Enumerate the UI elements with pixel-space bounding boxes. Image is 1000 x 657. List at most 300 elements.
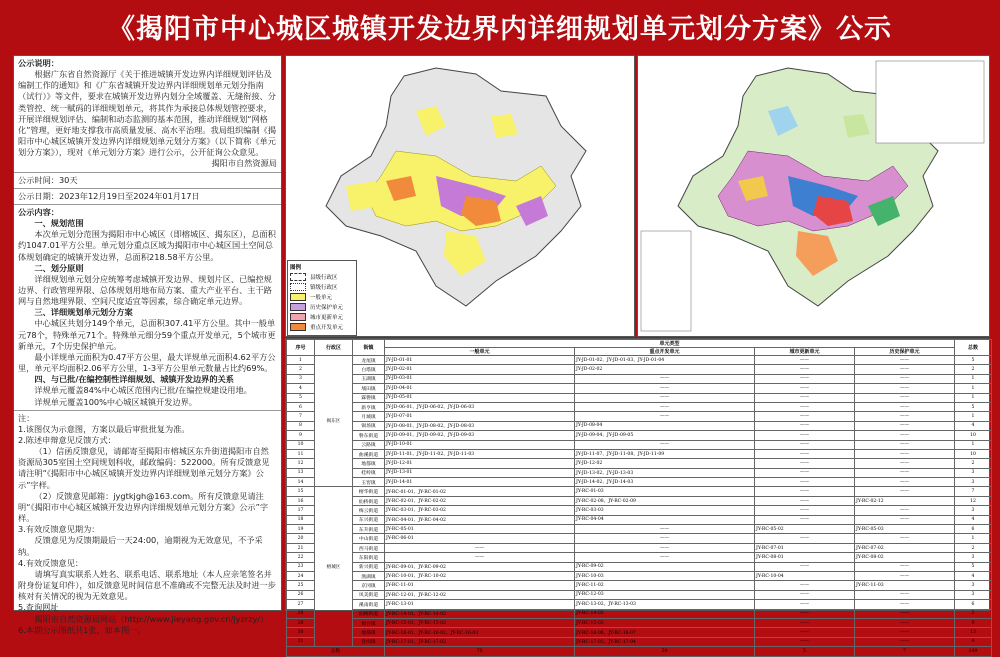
cell-key: JY-JD-12-02 bbox=[575, 459, 755, 468]
cell-ren: —— bbox=[755, 440, 855, 449]
cell-street: 东兴街道 bbox=[353, 515, 385, 524]
legend-item bbox=[290, 313, 354, 321]
cell-gen: JY-RC-15-01、JY-RC-15-02 bbox=[385, 618, 575, 627]
cell-his: —— bbox=[855, 590, 955, 599]
cell-total: 1 bbox=[955, 440, 992, 449]
cell-total-label: 总数 bbox=[287, 647, 385, 656]
cell-key: —— bbox=[575, 534, 755, 543]
cell-total: 7 bbox=[955, 487, 992, 496]
cell-his: —— bbox=[855, 534, 955, 543]
section-3-title: 三、详细规划单元划分方案 bbox=[34, 307, 133, 318]
header-historic: 历史保护单元 bbox=[855, 348, 955, 356]
page-title: 《揭阳市中心城区城镇开发边界内详细规划单元划分方案》公示 bbox=[108, 13, 892, 45]
legend-item bbox=[290, 273, 354, 281]
cell-street: 京冈镇 bbox=[353, 581, 385, 590]
cell-his: —— bbox=[855, 421, 955, 430]
table-row bbox=[287, 562, 992, 571]
cell-key: —— bbox=[575, 393, 755, 402]
table-row bbox=[287, 449, 992, 458]
cell-street: 玉湖镇 bbox=[353, 374, 385, 383]
cell-total: 1 bbox=[955, 412, 992, 421]
cell-total: 10 bbox=[955, 431, 992, 440]
note-3a: 反馈意见为反馈期最后一天24:00，逾期视为无效意见，不予采纳。 bbox=[18, 535, 263, 557]
legend-item bbox=[290, 283, 354, 291]
table-row bbox=[287, 421, 992, 430]
cell-street: 霖磐镇 bbox=[353, 393, 385, 402]
cell-street: 玉窖镇 bbox=[353, 478, 385, 487]
header-district: 行政区 bbox=[315, 340, 353, 356]
table-row bbox=[287, 609, 992, 618]
cell-gen: JY-RC-12-01、JY-RC-12-02 bbox=[385, 590, 575, 599]
section-3-body-1: 中心城区共划分149个单元，总面积307.41平方公里。其中一般单元78个，特殊单元71个。特殊单元细分59个重点开发单元，5个城市更新单元，7个历史保护单元。 bbox=[18, 318, 276, 351]
cell-district: 揭东区 bbox=[315, 356, 353, 487]
cell-total: 3 bbox=[955, 506, 992, 515]
cell-street: 凤美街道 bbox=[353, 590, 385, 599]
cell-gen: JY-JD-14-01 bbox=[385, 478, 575, 487]
cell-no: 13 bbox=[287, 468, 315, 477]
unit-table-panel bbox=[285, 338, 990, 655]
notice-panel bbox=[13, 55, 282, 635]
table-row bbox=[287, 543, 992, 552]
divider bbox=[14, 410, 281, 411]
legend-swatch bbox=[290, 323, 306, 331]
cell-no: 26 bbox=[287, 590, 315, 599]
cell-key: JY-RC-01-03 bbox=[575, 487, 755, 496]
cell-total: 2 bbox=[955, 543, 992, 552]
unit-table bbox=[286, 339, 992, 657]
cell-total: 9 bbox=[955, 618, 992, 627]
cell-key: JY-RC-17-03、JY-RC-17-04 bbox=[575, 637, 755, 646]
map-legend bbox=[287, 260, 357, 336]
cell-ren: —— bbox=[755, 590, 855, 599]
cell-no: 3 bbox=[287, 374, 315, 383]
cell-ren: —— bbox=[755, 402, 855, 411]
cell-ren: —— bbox=[755, 468, 855, 477]
cell-no: 14 bbox=[287, 478, 315, 487]
cell-his: —— bbox=[855, 600, 955, 609]
cell-his: —— bbox=[855, 468, 955, 477]
cell-gen: —— bbox=[385, 553, 575, 562]
cell-total-his: 7 bbox=[855, 647, 955, 656]
cell-street: 渔湖镇 bbox=[353, 571, 385, 580]
notice-signature: 揭阳市自然资源局 bbox=[211, 158, 277, 169]
cell-his: —— bbox=[855, 393, 955, 402]
note-4: 4.有效反馈意见： bbox=[18, 557, 84, 568]
cell-total: 2 bbox=[955, 609, 992, 618]
cell-no: 18 bbox=[287, 515, 315, 524]
cell-no: 4 bbox=[287, 384, 315, 393]
unit-code-map-graphic bbox=[638, 56, 991, 338]
title-banner bbox=[0, 0, 1000, 52]
cell-gen: JY-JD-01-01 bbox=[385, 356, 575, 365]
legend-label: 重点开发单元 bbox=[310, 325, 344, 331]
header-street: 街镇 bbox=[353, 340, 385, 356]
cell-no: 5 bbox=[287, 393, 315, 402]
cell-gen: JY-RC-05-01 bbox=[385, 525, 575, 534]
table-body bbox=[287, 356, 992, 657]
cell-ren: —— bbox=[755, 356, 855, 365]
cell-street: 白塔镇 bbox=[353, 365, 385, 374]
cell-street: 埔田镇 bbox=[353, 384, 385, 393]
cell-key: —— bbox=[575, 402, 755, 411]
table-row bbox=[287, 600, 992, 609]
cell-ren: —— bbox=[755, 618, 855, 627]
cell-ren: JY-RC-10-04 bbox=[755, 571, 855, 580]
legend-label: 镇级行政区 bbox=[310, 285, 338, 291]
cell-key: JY-RC-04-04 bbox=[575, 515, 755, 524]
cell-key: JY-RC-09-02 bbox=[575, 562, 755, 571]
note-5: 5.查询网址 bbox=[18, 602, 59, 613]
cell-ren: —— bbox=[755, 600, 855, 609]
cell-key: JY-RC-11-02 bbox=[575, 581, 755, 590]
cell-street: 梅云街道 bbox=[353, 506, 385, 515]
cell-street: 仙桥街道 bbox=[353, 496, 385, 505]
cell-total: 1 bbox=[955, 534, 992, 543]
cell-street: 磐东街道 bbox=[353, 431, 385, 440]
legend-label: 县级行政区 bbox=[310, 275, 338, 281]
cell-his: —— bbox=[855, 384, 955, 393]
table-row bbox=[287, 618, 992, 627]
cell-gen: JY-JD-09-01、JY-JD-09-02、JY-JD-09-03 bbox=[385, 431, 575, 440]
cell-street: 龙尾镇 bbox=[353, 356, 385, 365]
cell-street: 锡场镇 bbox=[353, 421, 385, 430]
cell-total: 4 bbox=[955, 515, 992, 524]
cell-key: JY-RC-15-03 bbox=[575, 618, 755, 627]
cell-no: 7 bbox=[287, 412, 315, 421]
cell-key: JY-JD-14-02、JY-JD-14-03 bbox=[575, 478, 755, 487]
cell-ren: —— bbox=[755, 384, 855, 393]
legend-label: 历史保护单元 bbox=[310, 305, 344, 311]
section-1-title: 一、规划范围 bbox=[34, 218, 84, 229]
notes-heading: 注： bbox=[18, 412, 35, 423]
cell-total: 2 bbox=[955, 459, 992, 468]
cell-key: —— bbox=[575, 374, 755, 383]
legend-item bbox=[290, 293, 354, 301]
cell-street: 曲溪街道 bbox=[353, 449, 385, 458]
cell-street: 地都镇 bbox=[353, 628, 385, 637]
header-renewal: 城市更新单元 bbox=[755, 348, 855, 356]
cell-no: 23 bbox=[287, 562, 315, 571]
header-general: 一般单元 bbox=[385, 348, 575, 356]
cell-his: —— bbox=[855, 365, 955, 374]
cell-key: JY-RC-16-06、JY-RC-16-07 bbox=[575, 628, 755, 637]
cell-total: 6 bbox=[955, 525, 992, 534]
cell-key: —— bbox=[575, 440, 755, 449]
cell-ren: —— bbox=[755, 581, 855, 590]
legend-item bbox=[290, 323, 354, 331]
cell-gen: —— bbox=[385, 543, 575, 552]
legend-swatch bbox=[290, 303, 306, 311]
cell-total: 12 bbox=[955, 496, 992, 505]
note-2: 2.陈述申辩意见反馈方式： bbox=[18, 435, 116, 445]
legend-title: 图例 bbox=[290, 265, 302, 271]
divider bbox=[14, 172, 281, 173]
legend-label: 一般单元 bbox=[310, 295, 333, 301]
cell-street: 西马街道 bbox=[353, 543, 385, 552]
cell-total: 3 bbox=[955, 468, 992, 477]
cell-gen: JY-JD-03-01 bbox=[385, 374, 575, 383]
table-row bbox=[287, 525, 992, 534]
table-row bbox=[287, 402, 992, 411]
cell-street: 东升街道 bbox=[353, 525, 385, 534]
cell-no: 20 bbox=[287, 534, 315, 543]
cell-his: —— bbox=[855, 609, 955, 618]
cell-key: JY-RC-13-02、JY-RC-13-03 bbox=[575, 600, 755, 609]
cell-gen: JY-JD-08-01、JY-JD-08-02、JY-JD-08-03 bbox=[385, 421, 575, 430]
legend-swatch bbox=[290, 283, 306, 291]
cell-gen: JY-RC-14-01、JY-RC-14-02 bbox=[385, 609, 575, 618]
section-4-title: 四、与已批/在编控制性详细规划、城镇开发边界的关系 bbox=[34, 374, 234, 385]
table-row bbox=[287, 431, 992, 440]
table-subheader-row bbox=[287, 348, 992, 356]
cell-his: —— bbox=[855, 356, 955, 365]
table-row bbox=[287, 487, 992, 496]
cell-no: 6 bbox=[287, 402, 315, 411]
cell-ren: —— bbox=[755, 393, 855, 402]
cell-street: 云路镇 bbox=[353, 440, 385, 449]
legend-swatch bbox=[290, 273, 306, 281]
table-row bbox=[287, 356, 992, 365]
cell-total: 2 bbox=[955, 365, 992, 374]
cell-ren: —— bbox=[755, 515, 855, 524]
table-row bbox=[287, 365, 992, 374]
cell-no: 21 bbox=[287, 543, 315, 552]
table-row bbox=[287, 571, 992, 580]
cell-ren: —— bbox=[755, 412, 855, 421]
cell-ren: —— bbox=[755, 478, 855, 487]
cell-ren: —— bbox=[755, 628, 855, 637]
note-5a: 揭阳市自然资源局网站（http://www.jieyang.gov.cn/jyzrzy/） bbox=[34, 613, 269, 624]
section-1-body: 本次单元划分范围为揭阳市中心城区（即榕城区、揭东区），总面积约1047.01平方公里。单元划分重点区域为揭阳市中心城区国土空间总体规划确定的城镇开发边界，总面积218.58平方公里。 bbox=[18, 229, 276, 262]
cell-key: JY-JD-13-02、JY-JD-13-03 bbox=[575, 468, 755, 477]
cell-ren: —— bbox=[755, 421, 855, 430]
header-total: 总数 bbox=[955, 340, 992, 356]
section-2-title: 二、划分原则 bbox=[34, 262, 84, 273]
cell-his: —— bbox=[855, 440, 955, 449]
cell-his: —— bbox=[855, 449, 955, 458]
cell-gen: JY-RC-13-01 bbox=[385, 600, 575, 609]
cell-ren: —— bbox=[755, 365, 855, 374]
cell-gen: JY-RC-11-01 bbox=[385, 581, 575, 590]
table-row bbox=[287, 534, 992, 543]
cell-street: 新亨镇 bbox=[353, 402, 385, 411]
cell-his: —— bbox=[855, 637, 955, 646]
cell-gen: JY-RC-02-01、JY-RC-02-02 bbox=[385, 496, 575, 505]
table-row bbox=[287, 468, 992, 477]
legend-item bbox=[290, 303, 354, 311]
cell-key: JY-JD-08-04 bbox=[575, 421, 755, 430]
cell-his: —— bbox=[855, 515, 955, 524]
cell-no: 1 bbox=[287, 356, 315, 365]
cell-his: JY-RC-05-03 bbox=[855, 525, 955, 534]
table-row bbox=[287, 440, 992, 449]
table-row bbox=[287, 496, 992, 505]
cell-gen: JY-RC-16-01、JY-RC-16-02、JY-RC-16-03 bbox=[385, 628, 575, 637]
cell-gen: JY-JD-12-01 bbox=[385, 459, 575, 468]
cell-key: JY-RC-12-03 bbox=[575, 590, 755, 599]
cell-gen: JY-RC-01-01、JY-RC-01-02 bbox=[385, 487, 575, 496]
cell-no: 19 bbox=[287, 525, 315, 534]
legend-label: 城市更新单元 bbox=[310, 315, 344, 321]
cell-street: 月城镇 bbox=[353, 412, 385, 421]
note-4a: 请填写真实联系人姓名、联系电话、联系地址（本人应亲笔签名并附身份证复印件），如反馈意见时间信息不准确或不完整无法及时进一步核对有关情况的视为无效意见。 bbox=[18, 568, 276, 602]
cell-no: 15 bbox=[287, 487, 315, 496]
cell-gen: JY-JD-05-01 bbox=[385, 393, 575, 402]
cell-street: 桂岭镇 bbox=[353, 468, 385, 477]
cell-street: 仙梅街道 bbox=[353, 609, 385, 618]
section-4-body-1: 详规单元覆盖84%中心城区范围内已批/在编控规建设用地。 bbox=[34, 385, 252, 396]
cell-his: —— bbox=[855, 478, 955, 487]
cell-his: —— bbox=[855, 506, 955, 515]
note-6: 6.本期公示图纸共1张，如本图一。 bbox=[18, 624, 146, 635]
cell-no: 27 bbox=[287, 600, 315, 609]
table-header-row bbox=[287, 340, 992, 348]
cell-street: 榕华街道 bbox=[353, 487, 385, 496]
cell-his: —— bbox=[855, 562, 955, 571]
cell-key: —— bbox=[575, 384, 755, 393]
cell-key: JY-RC-10-03 bbox=[575, 571, 755, 580]
cell-ren: JY-RC-07-01 bbox=[755, 543, 855, 552]
cell-gen: JY-JD-11-01、JY-JD-11-02、JY-JD-11-03 bbox=[385, 449, 575, 458]
cell-his: —— bbox=[855, 402, 955, 411]
cell-total: 13 bbox=[955, 628, 992, 637]
cell-gen: JY-JD-07-01 bbox=[385, 412, 575, 421]
table-row bbox=[287, 506, 992, 515]
cell-his: —— bbox=[855, 459, 955, 468]
cell-total: 10 bbox=[955, 449, 992, 458]
cell-gen: JY-JD-10-01 bbox=[385, 440, 575, 449]
cell-street: 登岗镇 bbox=[353, 637, 385, 646]
table-row bbox=[287, 515, 992, 524]
cell-ren: —— bbox=[755, 449, 855, 458]
section-3-body-2: 最小详规单元面积为0.47平方公里，最大详规单元面积4.62平方公里，单元平均面积2.06平方公里，1-3平方公里单元数量占比约69%。 bbox=[18, 351, 276, 374]
cell-his: —— bbox=[855, 374, 955, 383]
cell-ren: —— bbox=[755, 534, 855, 543]
cell-street: 炮台镇 bbox=[353, 618, 385, 627]
legend-swatch bbox=[290, 293, 306, 301]
table-row bbox=[287, 384, 992, 393]
cell-gen: JY-JD-02-01 bbox=[385, 365, 575, 374]
cell-ren: —— bbox=[755, 431, 855, 440]
cell-total: 3 bbox=[955, 553, 992, 562]
cell-ren: —— bbox=[755, 374, 855, 383]
cell-street: 东阳街道 bbox=[353, 553, 385, 562]
cell-no: 30 bbox=[287, 628, 315, 637]
cell-ren: —— bbox=[755, 459, 855, 468]
cell-key: —— bbox=[575, 412, 755, 421]
cell-his: —— bbox=[855, 412, 955, 421]
table-total-row bbox=[287, 647, 992, 656]
table-row bbox=[287, 459, 992, 468]
cell-total-gen: 78 bbox=[385, 647, 575, 656]
cell-key: JY-JD-02-02 bbox=[575, 365, 755, 374]
notice-body: 根据广东省自然资源厅《关于推进城镇开发边界内详细规划评估及编制工作的通知》和《广东省城镇开发边界内详细规划单元划分指南（试行）》等文件，要求在城镇开发边界内划分全域覆盖、无缝衔接、分类管控、统一赋码的详细规划单元，将其作为承接总体规划管控要求，开展详细规划评估、编制和动态监测的基本范围，推动详细规划“网格化”管理，更好地支撑我市高质量发展、高水平治理。我局组织编制《揭阳市中心城区城镇开发边界内详细规划单元划分方案》（以下简称《单元划分方案》），现对《单元划分方案》进行公示，公开征询公众意见。 bbox=[18, 69, 277, 158]
cell-key: —— bbox=[575, 525, 755, 534]
cell-his: JY-RC-02-12 bbox=[855, 496, 955, 505]
cell-ren: —— bbox=[755, 609, 855, 618]
cell-key: —— bbox=[575, 553, 755, 562]
cell-key: JY-RC-03-03 bbox=[575, 506, 755, 515]
cell-no: 25 bbox=[287, 581, 315, 590]
cell-key: JY-JD-09-04、JY-JD-09-05 bbox=[575, 431, 755, 440]
cell-no: 12 bbox=[287, 459, 315, 468]
header-key: 重点开发单元 bbox=[575, 348, 755, 356]
cell-no: 16 bbox=[287, 496, 315, 505]
note-2a: （1）信函反馈意见，请邮寄至揭阳市榕城区东升街道揭阳市自然资源局305室国土空间规划科收，邮政编码：522000。所有反馈意见请注明“《揭阳市中心城区城镇开发边界内详细规划单元划分方案》公示”字样。 bbox=[18, 446, 270, 490]
cell-total: 3 bbox=[955, 590, 992, 599]
cell-key: JY-JD-11-07、JY-JD-11-08、JY-JD-11-09 bbox=[575, 449, 755, 458]
table-row bbox=[287, 581, 992, 590]
divider bbox=[14, 188, 281, 189]
notice-period: 公示时间：30天 bbox=[18, 174, 78, 185]
cell-his: —— bbox=[855, 431, 955, 440]
cell-no: 17 bbox=[287, 506, 315, 515]
cell-total: 1 bbox=[955, 393, 992, 402]
table-row bbox=[287, 393, 992, 402]
cell-his: —— bbox=[855, 487, 955, 496]
cell-key: JY-JD-01-02、JY-JD-01-03、JY-JD-01-04 bbox=[575, 356, 755, 365]
content-heading: 公示内容： bbox=[18, 206, 59, 217]
cell-ren: —— bbox=[755, 562, 855, 571]
cell-total: 5 bbox=[955, 402, 992, 411]
cell-total: 5 bbox=[955, 356, 992, 365]
cell-his: JY-RC-07-02 bbox=[855, 543, 955, 552]
cell-key: —— bbox=[575, 543, 755, 552]
cell-key: JY-RC-14-03 bbox=[575, 609, 755, 618]
cell-gen: JY-JD-04-01 bbox=[385, 384, 575, 393]
cell-street: 新兴街道 bbox=[353, 562, 385, 571]
notice-dates: 公示日期：2023年12月19日至2024年01月17日 bbox=[18, 190, 200, 201]
cell-his: JY-RC-11-03 bbox=[855, 581, 955, 590]
cell-total: 4 bbox=[955, 421, 992, 430]
cell-total: 3 bbox=[955, 581, 992, 590]
section-2-body: 详细规划单元划分应统筹考虑城镇开发边界、规划片区、已编控规边界、行政管理界限、总体规划用地布局方案、重大产业平台、主干路网与自然地理界限、空间尺度适宜等因素，综合确定单元边界。 bbox=[18, 273, 272, 307]
table-row bbox=[287, 637, 992, 646]
cell-ren: —— bbox=[755, 487, 855, 496]
unit-code-map bbox=[637, 55, 990, 337]
cell-his: —— bbox=[855, 618, 955, 627]
cell-ren: —— bbox=[755, 496, 855, 505]
cell-ren: —— bbox=[755, 506, 855, 515]
cell-his: —— bbox=[855, 628, 955, 637]
divider bbox=[14, 204, 281, 205]
cell-total: 1 bbox=[955, 374, 992, 383]
cell-his: JY-RC-08-02 bbox=[855, 553, 955, 562]
cell-ren: —— bbox=[755, 637, 855, 646]
cell-total: 4 bbox=[955, 571, 992, 580]
cell-no: 9 bbox=[287, 431, 315, 440]
cell-no: 10 bbox=[287, 440, 315, 449]
cell-gen: JY-RC-10-01、JY-RC-10-02 bbox=[385, 571, 575, 580]
cell-gen: JY-JD-06-01、JY-JD-06-02、JY-JD-06-03 bbox=[385, 402, 575, 411]
cell-total-total: 149 bbox=[955, 647, 992, 656]
cell-key: JY-RC-02-08、JY-RC-02-09 bbox=[575, 496, 755, 505]
section-4-body-2: 详规单元覆盖100%中心城区城镇开发边界。 bbox=[34, 396, 197, 407]
note-1: 1.该图仅为示意图，方案以最后审批批复为准。 bbox=[18, 423, 190, 434]
cell-gen: JY-RC-17-01、JY-RC-17-02 bbox=[385, 637, 575, 646]
cell-street: 溪南街道 bbox=[353, 600, 385, 609]
cell-total: 1 bbox=[955, 384, 992, 393]
table-row bbox=[287, 374, 992, 383]
cell-no: 11 bbox=[287, 449, 315, 458]
cell-total: 6 bbox=[955, 600, 992, 609]
header-unit-type: 单元类型 bbox=[385, 340, 955, 348]
cell-no: 22 bbox=[287, 553, 315, 562]
cell-no: 24 bbox=[287, 571, 315, 580]
cell-street: 中山街道 bbox=[353, 534, 385, 543]
cell-no: 29 bbox=[287, 618, 315, 627]
table-row bbox=[287, 590, 992, 599]
